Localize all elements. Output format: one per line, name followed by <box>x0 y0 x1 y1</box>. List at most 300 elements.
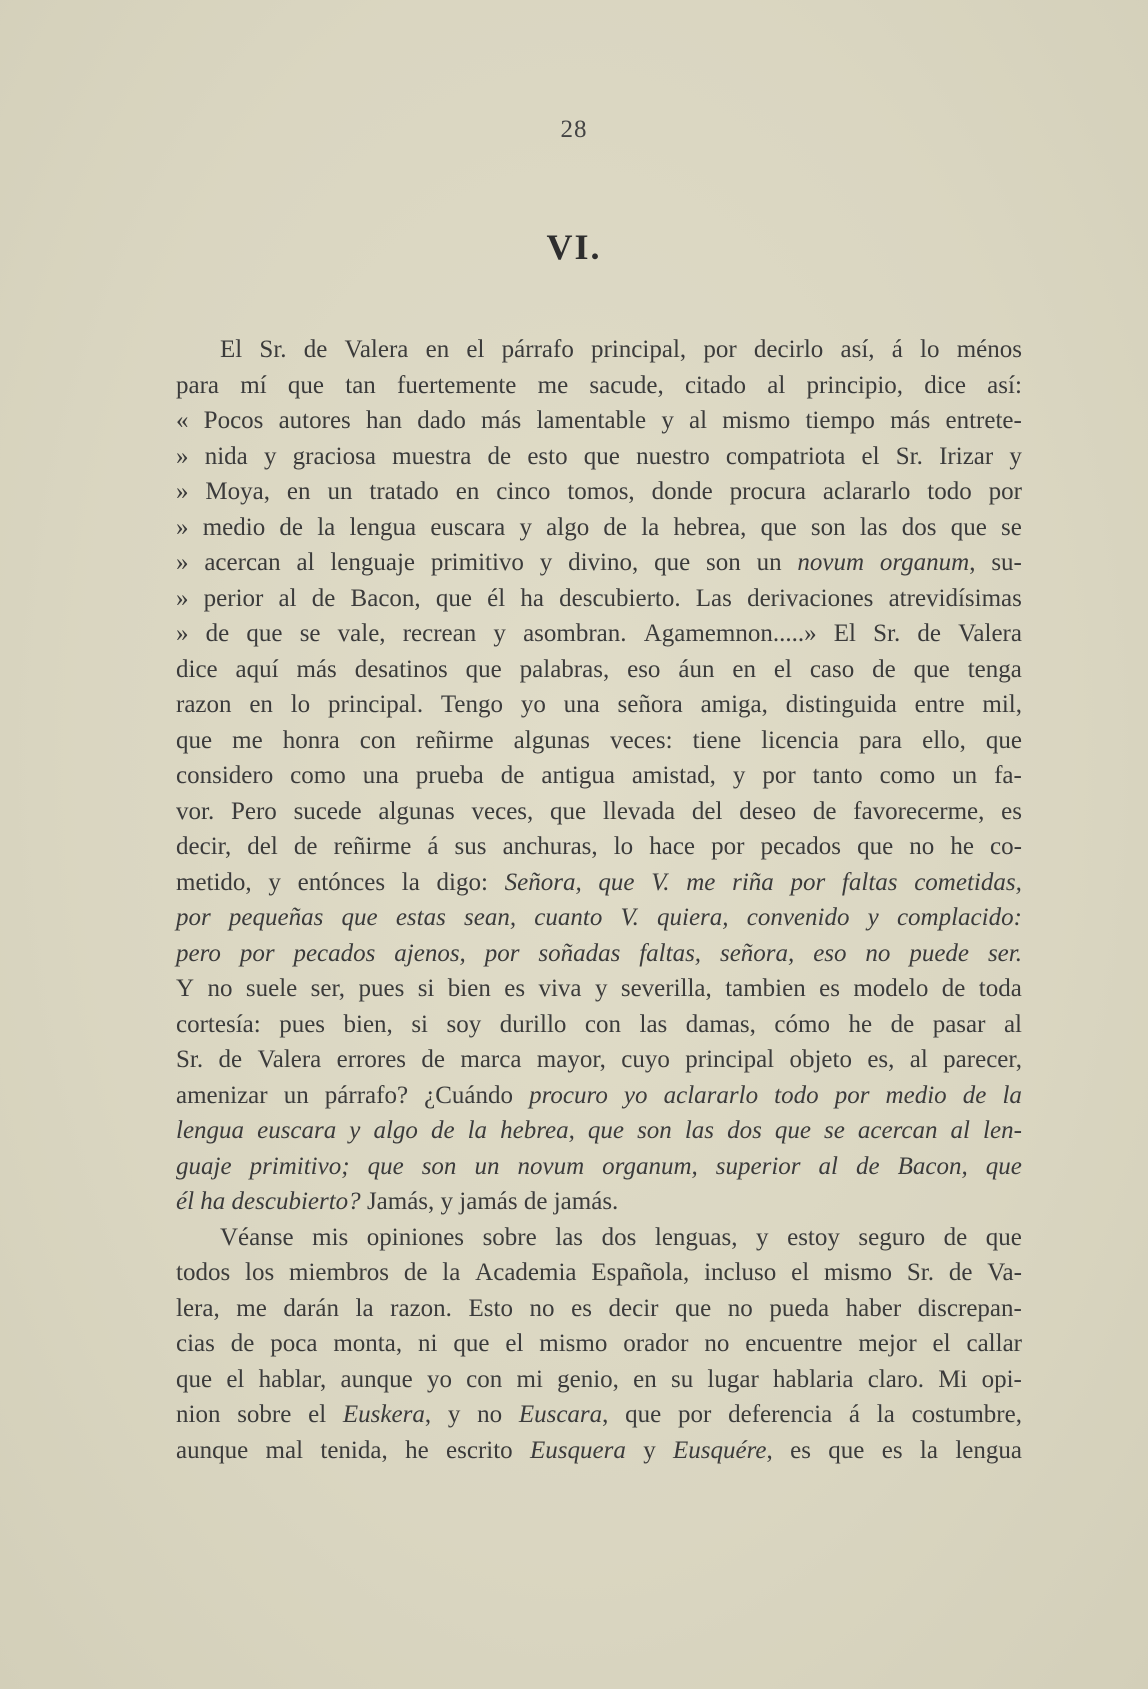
text-line <box>176 1113 1022 1149</box>
word: lengua <box>955 1436 1022 1464</box>
section-heading: VI. <box>546 227 602 267</box>
word: » <box>176 442 189 470</box>
word: de <box>917 620 941 647</box>
word: toda <box>978 975 1022 1002</box>
page-number: 28 <box>560 116 588 143</box>
word: que <box>857 833 894 860</box>
word: medio <box>202 513 266 541</box>
word: he <box>848 1010 873 1038</box>
word: organum, <box>602 1152 698 1180</box>
word: el <box>791 1259 810 1286</box>
text-line <box>176 581 1022 617</box>
word: cias <box>176 1330 215 1357</box>
word: de <box>205 620 230 647</box>
word: me <box>537 371 569 399</box>
word: jamás. <box>553 1188 619 1215</box>
word: medio <box>885 1081 947 1109</box>
word: que <box>587 1117 625 1144</box>
word: el <box>226 1365 245 1393</box>
word: Española, <box>591 1259 690 1286</box>
word: bien <box>447 975 491 1002</box>
word: pasar <box>932 1010 986 1038</box>
word: algunas <box>513 726 591 754</box>
word: á <box>427 833 439 860</box>
text-line <box>176 1433 1022 1469</box>
word: ha <box>200 1188 226 1215</box>
word: dice <box>924 371 966 399</box>
word: por <box>834 1081 870 1109</box>
text-line <box>176 439 1022 475</box>
word: y <box>756 1223 769 1251</box>
word: viva <box>538 975 582 1002</box>
word: una <box>563 691 600 718</box>
word: estoy <box>787 1223 840 1251</box>
word: sacude, <box>589 371 664 399</box>
word: mi <box>516 1365 543 1393</box>
word: principio, <box>806 371 904 399</box>
word: novum <box>517 1152 585 1180</box>
word: cómo <box>774 1010 830 1038</box>
word: reñirme <box>333 833 412 860</box>
word: al <box>278 584 297 612</box>
word: que <box>550 797 587 825</box>
word: descubierto. <box>559 584 681 612</box>
word: el <box>861 442 880 470</box>
word: faltas <box>841 868 898 896</box>
word: Las <box>695 584 732 612</box>
word: un <box>327 478 353 505</box>
word: marca <box>460 1046 522 1073</box>
word: ménos <box>956 336 1022 363</box>
word: amistad, <box>631 762 716 789</box>
word: bien, <box>343 1010 393 1038</box>
word: la <box>401 868 420 896</box>
word: me <box>236 1294 267 1322</box>
word: ello, <box>922 726 966 754</box>
word: lugar <box>707 1365 759 1393</box>
word: encuentre <box>745 1330 843 1357</box>
word: Moya, <box>205 478 270 505</box>
word: las <box>859 513 888 541</box>
word: de <box>303 336 328 363</box>
word: principal. <box>327 691 424 718</box>
word: una <box>362 762 399 789</box>
word: ni <box>418 1330 438 1357</box>
word: Sr. <box>259 336 287 363</box>
word: parecer, <box>943 1046 1022 1073</box>
word: mil, <box>982 691 1022 718</box>
word: llevada <box>602 797 676 825</box>
word: que <box>176 1365 213 1393</box>
word: Esto <box>468 1294 513 1322</box>
word: Tengo <box>440 691 504 718</box>
word: mal <box>265 1436 304 1464</box>
word: un <box>474 1152 500 1180</box>
word: de <box>812 797 837 825</box>
word: veces: <box>610 726 673 754</box>
word: en <box>286 478 311 505</box>
word: el <box>466 336 485 363</box>
word: se <box>299 620 321 647</box>
text-line <box>176 1362 1022 1398</box>
word: Bacon, <box>350 584 421 612</box>
word: El <box>833 620 856 647</box>
word: y <box>539 549 553 576</box>
word: primitivo; <box>249 1152 350 1180</box>
word: razon. <box>390 1294 452 1322</box>
word: entrete- <box>945 407 1022 434</box>
word: quiera, <box>657 904 729 931</box>
word: anchuras, <box>502 833 598 860</box>
word: callar <box>966 1330 1022 1357</box>
word: algo <box>373 1117 418 1144</box>
word: tenga <box>967 655 1022 683</box>
text-line <box>176 403 1022 439</box>
word: Eusquére, <box>673 1436 773 1464</box>
word: que <box>176 726 213 754</box>
word: tomos, <box>567 478 635 505</box>
body-text <box>176 332 1022 1468</box>
word: no <box>909 833 935 860</box>
text-line <box>176 971 1022 1007</box>
word: de <box>948 1259 973 1286</box>
word: hebrea, <box>500 1117 575 1144</box>
word: poca <box>270 1330 318 1357</box>
word: todo <box>774 1081 819 1109</box>
text-line <box>176 1291 1022 1327</box>
word: ha <box>520 584 544 612</box>
word: Valera <box>344 336 409 363</box>
word: yo <box>623 1081 648 1109</box>
word: tiene <box>692 726 742 754</box>
word: Euskera, <box>342 1401 432 1428</box>
word: todo <box>927 478 972 505</box>
word: y <box>519 513 532 541</box>
word: del <box>247 833 278 860</box>
word: de <box>962 1081 987 1109</box>
word: con <box>466 1365 503 1393</box>
word: Sr. <box>895 442 923 470</box>
word: pueda <box>769 1294 830 1322</box>
word: Sr. <box>906 1259 934 1286</box>
word: la <box>355 1294 374 1322</box>
word: señora, <box>719 939 795 967</box>
word: por <box>762 762 796 789</box>
word: las <box>555 1223 584 1251</box>
word: al <box>296 549 315 576</box>
word: todos <box>176 1259 231 1286</box>
text-line <box>176 794 1022 830</box>
word: la <box>876 1401 895 1428</box>
word: sean, <box>464 904 517 931</box>
word: » <box>176 478 189 505</box>
word: sobre <box>237 1401 292 1428</box>
word: superior <box>715 1152 801 1180</box>
word: modelo <box>853 975 929 1002</box>
word: dos <box>601 1223 637 1251</box>
text-line <box>176 652 1022 688</box>
word: damas, <box>685 1010 756 1038</box>
word: mismo <box>722 407 791 434</box>
word: asombran. <box>523 620 627 647</box>
word: complacido: <box>896 904 1022 931</box>
word: en <box>249 691 273 718</box>
word: convenido <box>746 904 850 931</box>
word: en <box>633 1365 657 1393</box>
word: soy <box>446 1010 482 1038</box>
word: lenguaje <box>330 549 416 576</box>
word: Pero <box>230 797 277 825</box>
text-line <box>176 1397 1022 1433</box>
word: » <box>176 549 189 576</box>
word: Mi <box>938 1365 968 1393</box>
word: citado <box>684 371 747 399</box>
word: reñirme <box>415 726 494 754</box>
word: compatriota <box>725 442 846 470</box>
word: principal <box>685 1046 775 1073</box>
word: párrafo <box>501 336 574 363</box>
word: son <box>637 1117 672 1144</box>
word: mismo <box>823 1259 893 1286</box>
word: que <box>367 1152 404 1180</box>
word: en <box>425 336 450 363</box>
word: organum, <box>879 549 976 576</box>
word: es <box>881 1436 903 1464</box>
word: la <box>317 513 336 541</box>
word: tenida, <box>320 1436 388 1464</box>
word: la <box>919 1436 938 1464</box>
word: á <box>848 1401 861 1428</box>
word: mis <box>312 1223 349 1251</box>
text-line <box>176 900 1022 936</box>
word: Va- <box>987 1259 1022 1286</box>
word: co- <box>989 833 1022 860</box>
word: metido, <box>176 868 252 896</box>
word: novum <box>797 549 865 576</box>
word: razon <box>176 691 232 718</box>
word: tratado <box>369 478 439 505</box>
word: por <box>988 478 1022 505</box>
word: jamás <box>459 1188 518 1215</box>
word: eso <box>627 655 661 683</box>
word: la <box>641 513 660 541</box>
word: tanto <box>812 762 863 789</box>
word: lo <box>920 336 940 363</box>
word: tiempo <box>805 407 875 434</box>
word: Señora, <box>504 868 582 896</box>
word: derivaciones <box>747 584 874 612</box>
word: él <box>176 1188 195 1215</box>
word: severilla, <box>620 975 712 1002</box>
word: incluso <box>704 1259 777 1286</box>
word: un <box>952 762 978 789</box>
word: seguro <box>858 1223 926 1251</box>
word: las <box>639 1010 668 1038</box>
word: favorecerme, <box>853 797 985 825</box>
word: pequeñas <box>228 904 324 931</box>
word: palabras, <box>519 655 610 683</box>
word: un <box>283 1081 309 1109</box>
word: entre <box>914 691 965 718</box>
word: sus <box>454 833 487 860</box>
text-line <box>176 865 1022 901</box>
word: no <box>207 975 233 1002</box>
word: y <box>867 904 879 931</box>
word: mí <box>240 371 267 399</box>
word: de <box>890 1010 915 1038</box>
word: muestra <box>392 442 472 470</box>
word: de <box>430 1117 455 1144</box>
word: aclararlo <box>663 1081 759 1109</box>
text-line <box>176 1184 1022 1220</box>
word: ser. <box>987 939 1022 967</box>
word: errores <box>336 1046 407 1073</box>
word: cometidas, <box>914 868 1022 896</box>
word: es <box>504 975 526 1002</box>
word: decirlo <box>753 336 824 363</box>
word: que <box>985 726 1022 754</box>
word: y <box>440 1188 454 1215</box>
word: y <box>732 762 746 789</box>
text-line <box>176 687 1022 723</box>
text-line <box>176 332 1022 368</box>
word: de <box>855 1152 880 1180</box>
word: pero <box>176 939 221 967</box>
word: aunque <box>176 1436 249 1464</box>
word: si <box>411 1010 428 1038</box>
word: señora <box>617 691 683 718</box>
word: no <box>704 1330 730 1357</box>
word: aunque <box>340 1365 413 1393</box>
word: no <box>727 1294 753 1322</box>
word: amenizar <box>176 1081 268 1109</box>
word: el <box>932 1330 951 1357</box>
word: digo: <box>436 868 488 896</box>
word: claro. <box>867 1365 924 1393</box>
word: y <box>447 1401 461 1428</box>
word: principal, <box>591 336 687 363</box>
word: deseo <box>739 797 797 825</box>
word: es, <box>867 1046 895 1073</box>
word: vor. <box>176 797 215 825</box>
word: que <box>950 513 987 541</box>
word: que <box>913 655 950 683</box>
word: antigua <box>541 762 615 789</box>
word: Sr. <box>176 1046 204 1073</box>
word: párrafo? <box>324 1081 409 1109</box>
word: dos <box>901 513 937 541</box>
word: más <box>890 407 931 434</box>
word: sobre <box>482 1223 537 1251</box>
word: con <box>359 726 396 754</box>
word: cuyo <box>621 1046 670 1073</box>
text-line <box>176 616 1022 652</box>
word: un <box>756 549 782 576</box>
word: su- <box>991 549 1022 576</box>
word: se <box>824 1117 845 1144</box>
word: que <box>675 1294 712 1322</box>
word: que <box>287 371 325 399</box>
word: ¿Cuándo <box>424 1081 514 1109</box>
word: entónces <box>297 868 386 896</box>
word: V. <box>620 904 639 931</box>
word: en <box>732 655 756 683</box>
word: decir, <box>176 833 232 860</box>
word: de <box>230 1330 255 1357</box>
word: fuertemente <box>397 371 517 399</box>
text-line <box>176 1149 1022 1185</box>
word: fa- <box>994 762 1022 789</box>
word: pues <box>279 1010 326 1038</box>
text-line <box>176 1078 1022 1114</box>
word: haber <box>845 1294 902 1322</box>
word: él <box>487 584 506 612</box>
word: procuro <box>529 1081 608 1109</box>
text-line <box>176 1255 1022 1291</box>
word: euscara <box>257 1117 337 1144</box>
text-line <box>176 510 1022 546</box>
word: más <box>296 655 337 683</box>
word: para <box>176 371 220 399</box>
word: aquí <box>235 655 279 683</box>
word: algunas <box>378 797 455 825</box>
word: deferencia <box>728 1401 833 1428</box>
word: lengua <box>349 513 417 541</box>
word: perior <box>203 584 264 612</box>
word: de <box>218 1046 243 1073</box>
word: cuanto <box>534 904 603 931</box>
word: nida <box>204 442 248 470</box>
word: Agamemnon.....» <box>643 620 817 647</box>
word: son <box>421 1152 457 1180</box>
word: la <box>467 1117 488 1144</box>
word: prueba <box>415 762 484 789</box>
word: honra <box>282 726 340 754</box>
word: donde <box>651 478 713 505</box>
word: » <box>176 513 189 541</box>
word: y <box>594 975 608 1002</box>
word: y <box>661 407 674 434</box>
word: procura <box>729 478 806 505</box>
word: yo <box>426 1365 452 1393</box>
word: que <box>341 904 378 931</box>
word: con <box>584 1010 622 1038</box>
word: áun <box>678 655 715 683</box>
word: que <box>828 1436 865 1464</box>
word: opiniones <box>366 1223 465 1251</box>
text-line <box>176 545 1022 581</box>
word: considero <box>176 762 274 789</box>
word: es <box>790 1436 811 1464</box>
word: más <box>481 407 522 434</box>
word: de <box>421 1046 446 1073</box>
word: las <box>684 1117 715 1144</box>
word: lo <box>613 833 634 860</box>
word: amiga, <box>700 691 768 718</box>
word: objeto <box>789 1046 852 1073</box>
word: y <box>643 1436 656 1464</box>
word: Y <box>176 975 195 1002</box>
word: lera, <box>176 1294 220 1322</box>
word: Bacon, <box>897 1152 968 1180</box>
word: la <box>1002 1081 1022 1109</box>
word: euscara <box>430 513 506 541</box>
word: ser, <box>310 975 346 1002</box>
word: Irizar <box>939 442 994 470</box>
word: Euscara, <box>518 1401 609 1428</box>
word: he <box>950 833 974 860</box>
word: primitivo <box>430 549 524 576</box>
